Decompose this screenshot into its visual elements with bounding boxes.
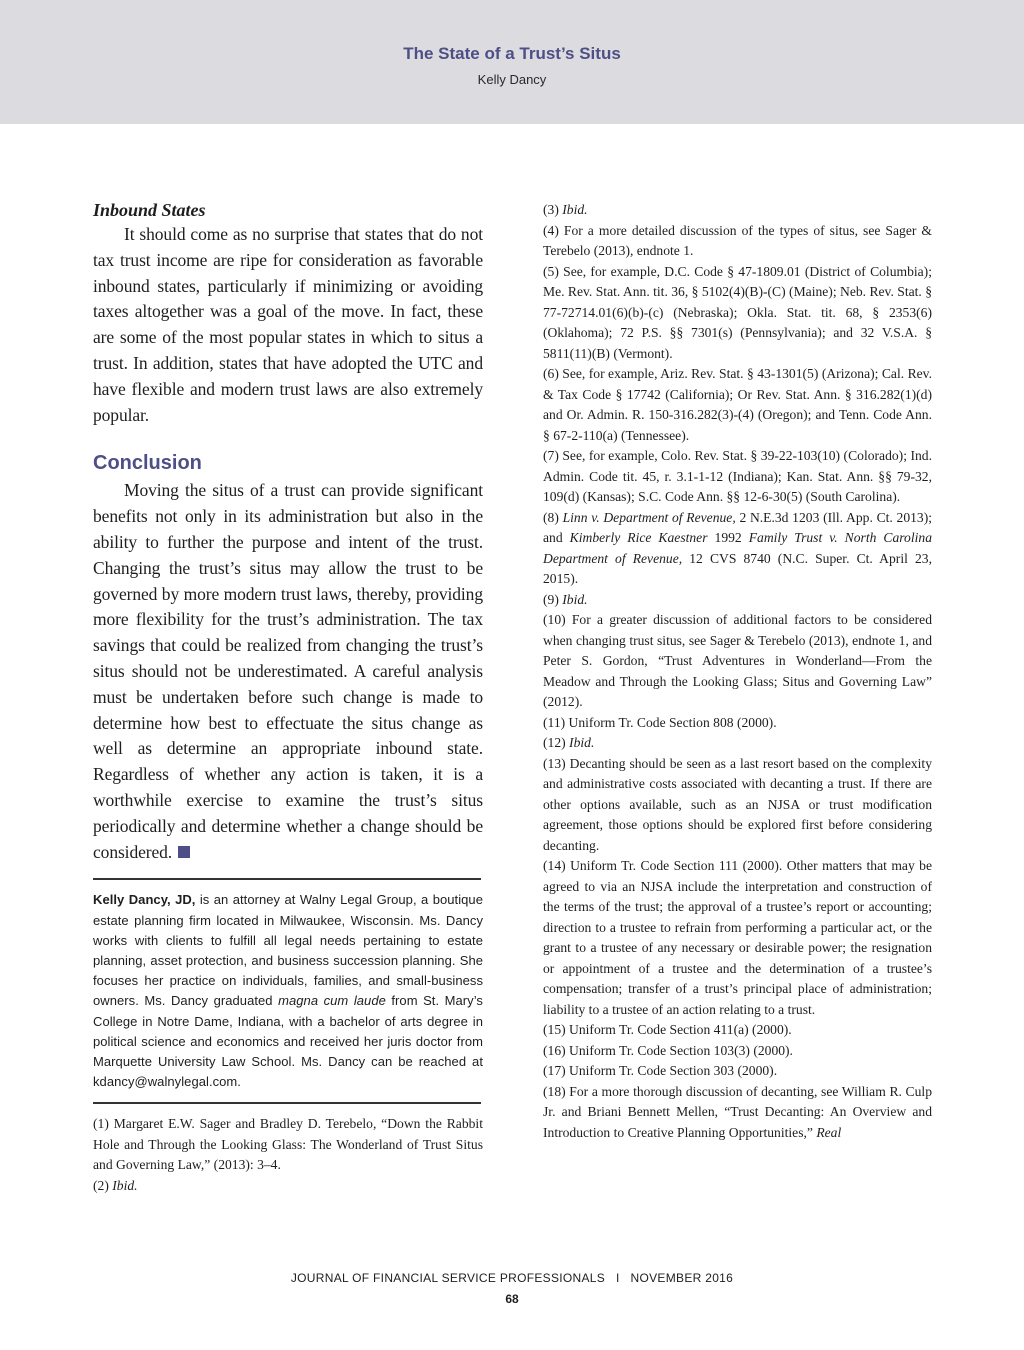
bio-name: Kelly Dancy, JD,	[93, 892, 196, 908]
article-author: Kelly Dancy	[477, 72, 547, 87]
endnote-14: (14) Uniform Tr. Code Section 111 (2000). Other matters that may be agreed to via an NJSA include the interpretation and construction of the terms of the trust; the approval of a trustee’s report or accounting; direction to a trustee to refrain from performing a particular act, or the grant to a trustee of any necessary or desirable power; the resignation or appointment of a trustee and the determination of a trustee’s compensation; transfer of a trust’s principal place of administration; liability to a trustee of an action relating to a trust.	[543, 858, 932, 1017]
endnote-3-ibid: Ibid.	[562, 202, 588, 217]
endnote-2	[93, 1176, 483, 1197]
endnote-9-number: (9)	[543, 591, 563, 607]
endnote-6: (6) See, for example, Ariz. Rev. Stat. § 43-1301(5) (Arizona); Cal. Rev. & Tax Code § 17742 (California); Or Rev. Stat. Ann. § 316.282(1)(d) and Or. Admin. R. 150-316.282(3)-(4) (Oregon); and Tenn. Code Ann. § 67-2-110(a) (Tennessee).	[543, 366, 932, 443]
left-column	[93, 198, 483, 1196]
endnote-8-citation-1: 2 N.E.3d 1203 (Ill. App. Ct. 2013); and	[543, 509, 933, 545]
endnote-8-year: 1992	[707, 530, 749, 545]
bio-bottom-rule	[93, 1102, 481, 1104]
endnote-17: (17) Uniform Tr. Code Section 303 (2000).	[543, 1063, 778, 1078]
page-number: 68	[505, 1292, 519, 1306]
inbound-states-heading: Inbound States	[93, 200, 206, 220]
endnote-4: (4) For a more detailed discussion of the types of situs, see Sager & Terebelo (2013), endnote 1.	[543, 222, 932, 258]
endnote-10: (10) For a greater discussion of additional factors to be considered when changing trust situs, see Sager & Terebelo (2013), endnote 1, and Peter S. Gordon, “Trust Adventures in Wonderland—From the Meadow and Through the Looking Glass; Situs and Governing Law” (2012).	[543, 612, 932, 709]
header-banner	[0, 0, 1024, 124]
endnote-11: (11) Uniform Tr. Code Section 808 (2000).	[543, 714, 777, 730]
endnote-15: (15) Uniform Tr. Code Section 411(a) (2000).	[543, 1022, 792, 1037]
end-of-article-mark	[178, 846, 190, 858]
bio-honors: magna cum laude	[278, 993, 386, 1009]
endnote-8-case-2a: Kimberly Rice Kaestner	[569, 530, 708, 545]
endnote-12-ibid: Ibid.	[569, 735, 595, 750]
endnote-8-case-1: Linn v. Department of Revenue,	[562, 509, 736, 525]
article-title: The State of a Trust’s Situs	[403, 44, 621, 63]
bio-text-1: is an attorney at Walny Legal Group, a boutique estate planning firm located in Milwaukee, Wisconsin. Ms. Dancy works with clients to fulfill all legal needs pertaining to estate planning, asset protection, and business succession planning. She focuses her practice on individuals, families, and small-business owners. Ms. Dancy graduated	[93, 892, 483, 1009]
endnote-8-number: (8)	[543, 509, 563, 525]
endnote-8-case-2b: Family Trust v. North Carolina Department of Revenue,	[543, 530, 933, 566]
footer-journal-line: JOURNAL OF FINANCIAL SERVICE PROFESSIONALS I NOVEMBER 2016	[290, 1271, 734, 1285]
right-column-endnotes	[543, 200, 932, 1143]
conclusion-text: Moving the situs of a trust can provide significant benefits not only in its administration but also in the ability to further the purpose and intent of the trust. Changing the trust’s situs may allow the trust to be governed by more modern trust laws, thereby, providing more flexibility for the trust’s administration. The tax savings that could be realized from changing the trust’s situs should not be underestimated. A careful analysis must be undertaken before such change is made to determine how best to effectuate the situs change as well as determine an appropriate inbound state. Regardless of whether any action is taken, it is a worthwhile exercise to examine the trust’s situs periodically and determine whether a change should be considered.	[93, 480, 483, 862]
bio-text-2: from St. Mary’s College in Notre Dame, Indiana, with a bachelor of arts degree in political science and economics and received her juris doctor from Marquette University Law School. Ms. Dancy can be reached at kdancy@walnylegal.com.	[93, 993, 483, 1090]
endnote-3	[543, 200, 932, 221]
endnote-18	[543, 1082, 932, 1144]
endnote-1: (1) Margaret E.W. Sager and Bradley D. Terebelo, “Down the Rabbit Hole and Through the Looking Glass: The Wonderland of Trust Situs and Governing Law,” (2013): 3–4.	[93, 1116, 483, 1173]
endnote-9-ibid: Ibid.	[562, 591, 588, 607]
endnote-18-text: (18) For a more thorough discussion of decanting, see William R. Culp Jr. and Briani Bennett Mellen, “Trust Decanting: An Overview and Introduction to Creative Planning Opportunities,”	[543, 1083, 932, 1140]
endnote-12-number: (12)	[543, 735, 570, 750]
left-endnotes	[93, 1114, 483, 1196]
conclusion-paragraph	[93, 478, 483, 865]
endnote-16: (16) Uniform Tr. Code Section 103(3) (2000).	[543, 1042, 793, 1058]
endnote-5: (5) See, for example, D.C. Code § 47-1809.01 (District of Columbia); Me. Rev. Stat. Ann. tit. 36, § 5102(4)(B)-(C) (Maine); Neb. Rev. Stat. § 77-72714.01(6)(b)-(c) (Nebraska); Okla. Stat. tit. 68, § 2353(6) (Oklahoma); 72 P.S. §§ 7301(s) (Pennsylvania); and 32 V.S.A. § 5811(11)(B) (Vermont).	[543, 263, 933, 361]
endnote-12	[543, 733, 932, 754]
bio-top-rule	[93, 878, 481, 880]
endnote-8-citation-2: 12 CVS 8740 (N.C. Super. Ct. April 23, 2015).	[543, 550, 932, 586]
endnote-2-ibid: Ibid.	[112, 1177, 138, 1193]
endnote-2-number: (2)	[93, 1177, 113, 1193]
endnote-18-journal: Real	[816, 1124, 842, 1140]
endnote-3-number: (3)	[543, 202, 563, 217]
endnote-9	[543, 590, 932, 611]
author-bio	[93, 890, 483, 1092]
conclusion-heading: Conclusion	[93, 452, 202, 475]
inbound-states-paragraph: It should come as no surprise that states that do not tax trust income are ripe for consideration as favorable inbound states, particularly if minimizing or avoiding taxes altogether was a goal of the move. In fact, these are some of the most popular states in which to situs a trust. In addition, states that have adopted the UTC and have flexible and modern trust laws are also extremely popular.	[93, 224, 483, 425]
endnote-13: (13) Decanting should be seen as a last resort based on the complexity and administrative costs associated with decanting a trust. If there are other options available, such as an NJSA or trust modification agreement, those options should be explored first before considering decanting.	[543, 755, 932, 853]
endnote-8	[543, 508, 932, 590]
endnote-7: (7) See, for example, Colo. Rev. Stat. § 39-22-103(10) (Colorado); Ind. Admin. Code tit. 45, r. 3.1-1-12 (Indiana); Kan. Stat. Ann. §§ 79-32, 109(d) (Kansas); S.C. Code Ann. §§ 12-6-30(5) (South Carolina).	[543, 448, 932, 504]
